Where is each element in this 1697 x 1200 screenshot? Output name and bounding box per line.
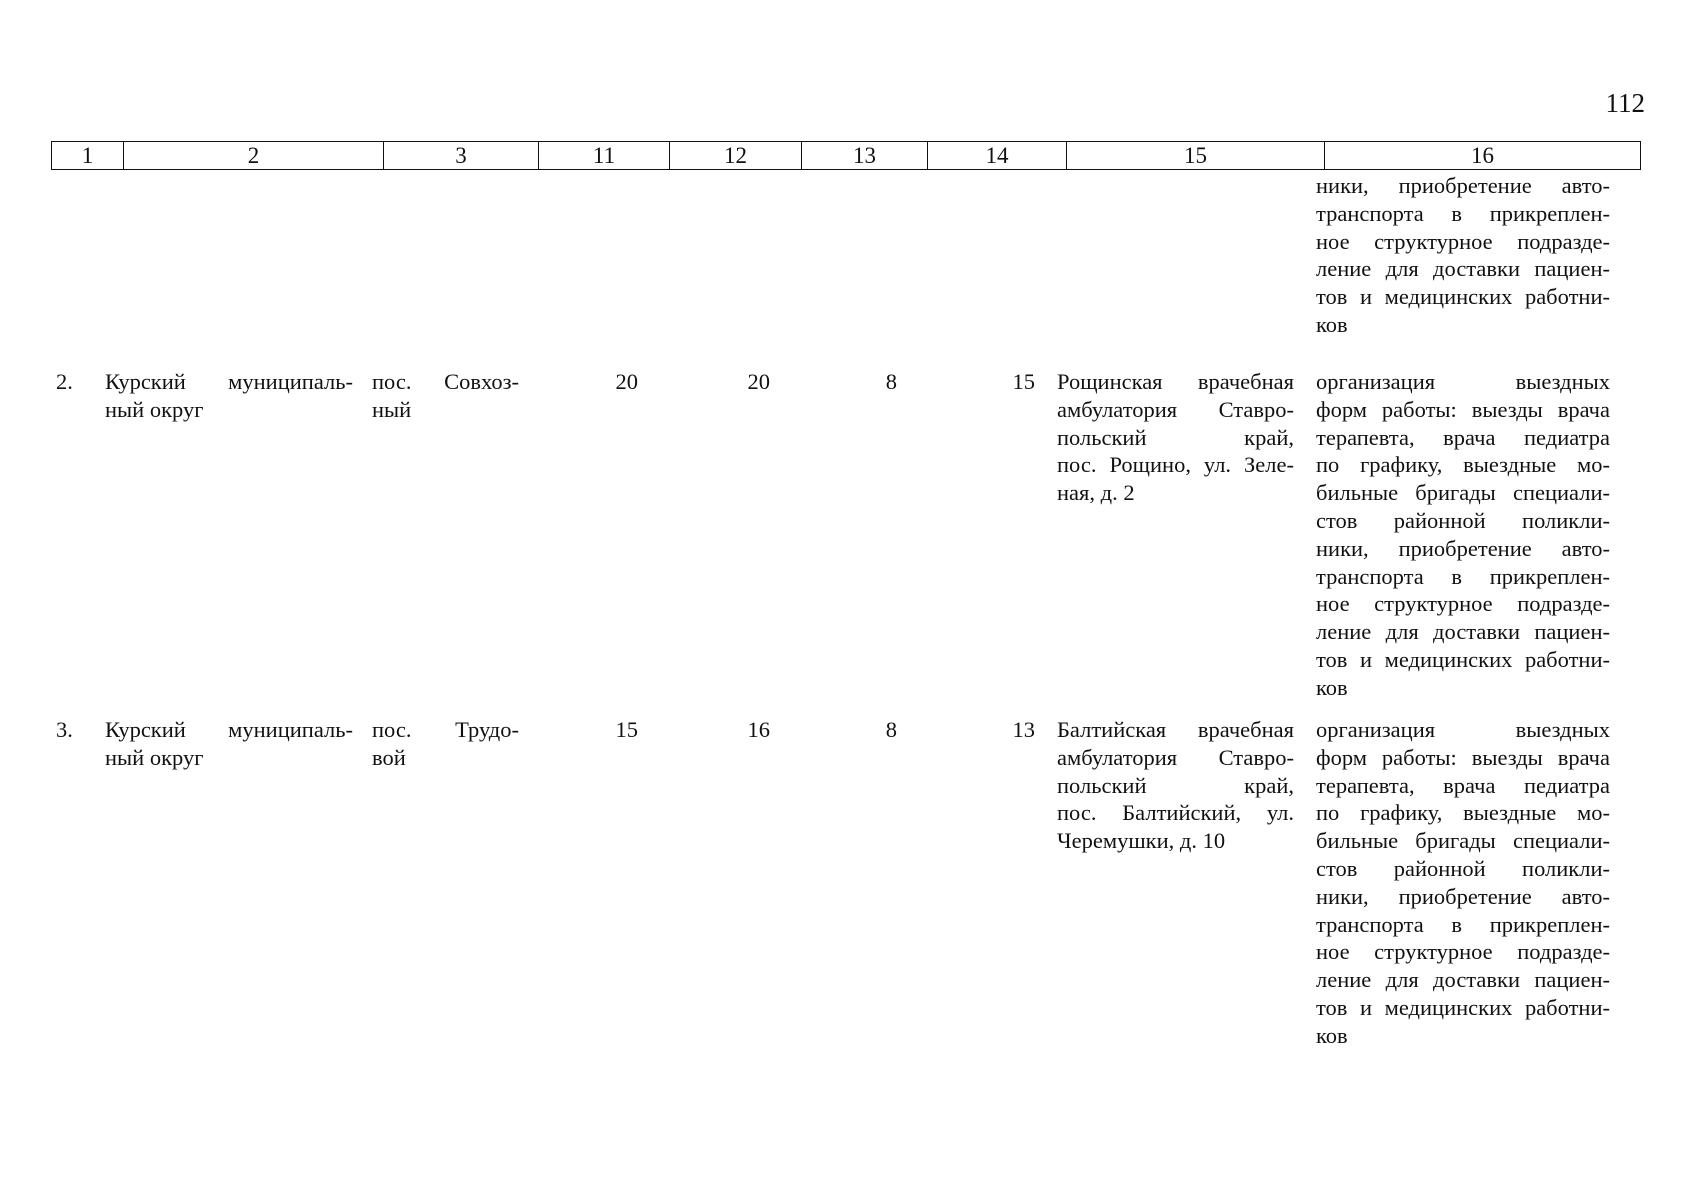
facility-cell: [1057, 716, 1294, 855]
text-line: ление для доставки пациен-: [1316, 619, 1610, 645]
text-line: польский край,: [1057, 424, 1294, 450]
column-header: 3: [384, 142, 539, 170]
row-number: 3.: [56, 717, 73, 742]
text-line: терапевта, врача педиатра: [1316, 772, 1610, 798]
text-line: амбулатория Ставро-: [1057, 396, 1294, 422]
text-line: ков: [1316, 311, 1348, 337]
col11-value: 15: [615, 717, 638, 742]
text-line: ление для доставки пациен-: [1316, 256, 1610, 282]
col12-value: 20: [747, 369, 770, 394]
text-line: Курский муниципаль-: [105, 369, 353, 394]
district-cell: [105, 716, 353, 772]
column-header: 11: [539, 142, 670, 170]
text-line: ный округ: [105, 744, 204, 770]
text-line: ное структурное подразде-: [1316, 939, 1610, 965]
text-line: пос. Трудо-: [372, 717, 519, 742]
text-line: ный: [372, 396, 412, 422]
column-header: 13: [802, 142, 928, 170]
col13-value: 8: [885, 369, 897, 394]
text-line: ники, приобретение авто-: [1316, 883, 1610, 909]
text-line: по графику, выездные мо-: [1316, 800, 1610, 826]
text-line: тов и медицинских работни-: [1316, 994, 1610, 1020]
col14-value: 15: [1012, 369, 1035, 394]
col14-value: 13: [1012, 717, 1035, 742]
text-line: тов и медицинских работни-: [1316, 284, 1610, 310]
col11-value: 20: [615, 369, 638, 394]
text-line: транспорта в прикреплен-: [1316, 563, 1610, 589]
column-header: 14: [928, 142, 1067, 170]
text-line: терапевта, врача педиатра: [1316, 424, 1610, 450]
settlement-cell: [372, 716, 519, 772]
text-line: амбулатория Ставро-: [1057, 744, 1294, 770]
column-header: 16: [1325, 142, 1641, 170]
text-line: Рощинская врачебная: [1057, 369, 1294, 394]
text-line: ков: [1316, 674, 1348, 700]
column-header: 15: [1067, 142, 1325, 170]
row-number: 2.: [56, 369, 73, 394]
text-line: организация выездных: [1316, 717, 1610, 742]
page-number: 112: [1605, 88, 1645, 118]
text-line: форм работы: выезды врача: [1316, 396, 1610, 422]
text-line: вой: [372, 744, 406, 770]
facility-cell: [1057, 368, 1294, 507]
text-line: польский край,: [1057, 772, 1294, 798]
text-line: транспорта в прикреплен-: [1316, 911, 1610, 937]
text-line: пос. Рощино, ул. Зеле-: [1057, 452, 1294, 478]
measures-cell: [1316, 368, 1610, 702]
column-header: 1: [52, 142, 124, 170]
text-line: стов районной поликли-: [1316, 507, 1610, 533]
text-line: ный округ: [105, 396, 204, 422]
settlement-cell: [372, 368, 519, 424]
text-line: тов и медицинских работни-: [1316, 646, 1610, 672]
text-line: ники, приобретение авто-: [1316, 173, 1610, 198]
text-line: ков: [1316, 1022, 1348, 1048]
column-header: 12: [670, 142, 802, 170]
text-line: ная, д. 2: [1057, 480, 1135, 506]
text-line: Курский муниципаль-: [105, 717, 353, 742]
text-line: ники, приобретение авто-: [1316, 535, 1610, 561]
text-line: ление для доставки пациен-: [1316, 967, 1610, 993]
district-cell: [105, 368, 353, 424]
text-line: форм работы: выезды врача: [1316, 744, 1610, 770]
text-line: пос. Совхоз-: [372, 369, 519, 394]
text-line: стов районной поликли-: [1316, 855, 1610, 881]
text-line: Балтийская врачебная: [1057, 717, 1294, 742]
text-line: Черемушки, д. 10: [1057, 828, 1226, 854]
col12-value: 16: [747, 717, 770, 742]
measures-cell: [1316, 716, 1610, 1050]
text-line: бильные бригады специали-: [1316, 828, 1610, 854]
text-line: бильные бригады специали-: [1316, 480, 1610, 506]
column-header: 2: [124, 142, 384, 170]
column-header-row: [51, 141, 1641, 170]
col13-value: 8: [885, 717, 897, 742]
text-line: пос. Балтийский, ул.: [1057, 800, 1294, 826]
text-line: организация выездных: [1316, 369, 1610, 394]
text-line: транспорта в прикреплен-: [1316, 200, 1610, 226]
text-line: ное структурное подразде-: [1316, 228, 1610, 254]
text-line: по графику, выездные мо-: [1316, 452, 1610, 478]
continuation-measures-cell: [1316, 172, 1610, 339]
text-line: ное структурное подразде-: [1316, 591, 1610, 617]
